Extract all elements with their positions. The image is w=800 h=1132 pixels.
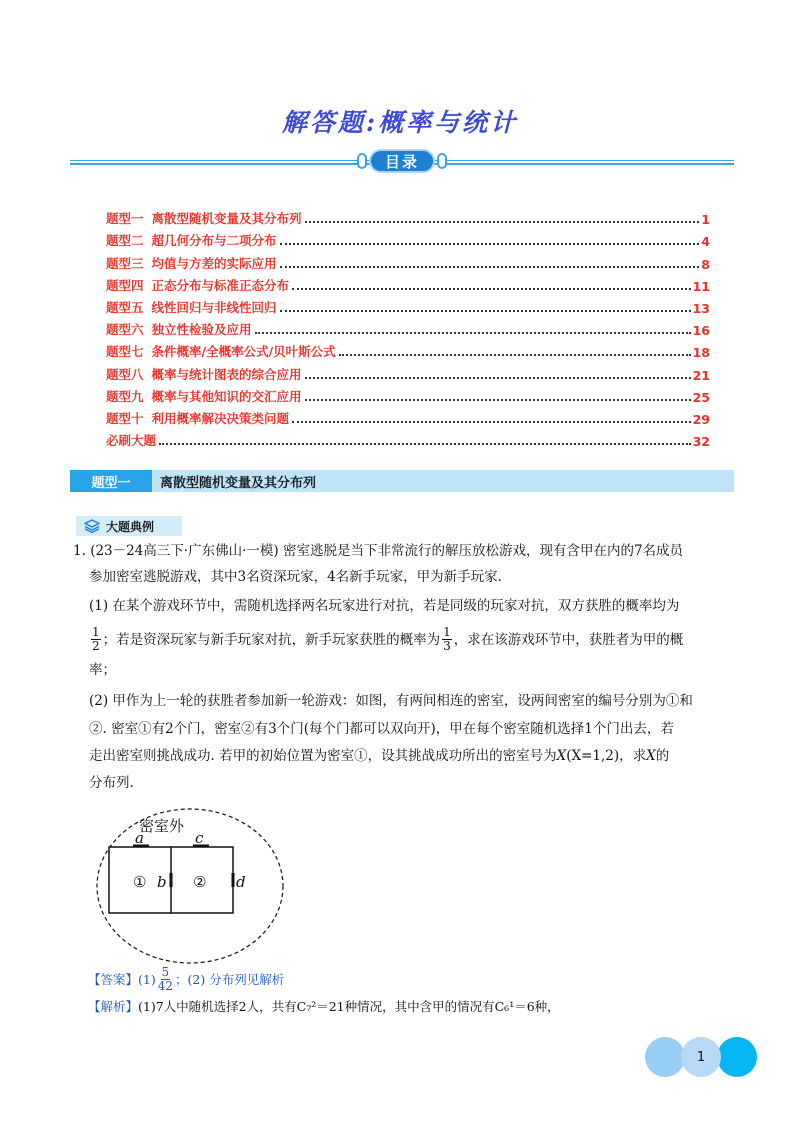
toc-entry-prefix: 题型六 bbox=[106, 322, 144, 338]
toc-entry[interactable] bbox=[106, 249, 710, 271]
question-line bbox=[89, 626, 734, 653]
toc-entry-label bbox=[106, 320, 252, 338]
page-circle-decor bbox=[717, 1037, 757, 1077]
question-number: 1. bbox=[73, 543, 86, 559]
toc-entry-text: 离散型随机变量及其分布列 bbox=[151, 211, 302, 227]
question-line bbox=[89, 660, 734, 680]
toc-entry-label bbox=[106, 231, 277, 249]
toc-entry-prefix: 题型八 bbox=[106, 366, 144, 382]
question-line bbox=[89, 773, 734, 793]
toc-entry-page: 18 bbox=[692, 345, 710, 361]
toc-leader bbox=[339, 354, 691, 356]
toc-entry-label bbox=[106, 365, 302, 383]
table-of-contents bbox=[106, 205, 710, 449]
question-line bbox=[89, 596, 734, 616]
toc-entry-text: 正态分布与标准正态分布 bbox=[151, 277, 290, 293]
toc-entry-label bbox=[106, 409, 289, 427]
fraction-denominator: 42 bbox=[157, 979, 174, 993]
question-text: 的 bbox=[655, 748, 670, 764]
toc-entry-label bbox=[106, 276, 289, 294]
toc-entry-prefix: 题型十 bbox=[106, 410, 144, 426]
toc-entry-label bbox=[106, 209, 302, 227]
fraction-numerator: 1 bbox=[443, 625, 451, 639]
section-name: 离散型随机变量及其分布列 bbox=[160, 475, 317, 491]
toc-entry-text: 概率与其他知识的交汇应用 bbox=[151, 388, 302, 404]
toc-entry-page: 13 bbox=[692, 300, 710, 316]
section-header bbox=[70, 470, 734, 492]
room-diagram bbox=[95, 807, 285, 965]
door-b-label: b bbox=[157, 873, 167, 891]
answer-line bbox=[88, 966, 284, 993]
toc-leader bbox=[280, 266, 700, 268]
toc-entry-prefix: 题型七 bbox=[106, 344, 144, 360]
page-circle-decor bbox=[645, 1037, 685, 1077]
toc-entry-text: 超几何分布与二项分布 bbox=[151, 233, 277, 249]
fraction-denominator: 3 bbox=[443, 639, 451, 653]
answer-text: ；(2) 分布列见解析 bbox=[175, 971, 285, 987]
room2-label: ② bbox=[193, 873, 207, 891]
toc-leader bbox=[305, 399, 691, 401]
fraction-denominator: 2 bbox=[92, 639, 100, 653]
toc-entry[interactable] bbox=[106, 338, 710, 360]
question-text: ；若是资深玩家与新手玩家对抗，新手玩家获胜的概率为 bbox=[102, 631, 441, 648]
toc-entry-label bbox=[106, 254, 277, 272]
toc-entry-prefix: 题型九 bbox=[106, 388, 144, 404]
door-d-label: d bbox=[236, 873, 246, 891]
toc-entry[interactable] bbox=[106, 360, 710, 382]
toc-entry[interactable] bbox=[106, 383, 710, 405]
outside-label: 密室外 bbox=[139, 817, 185, 835]
toc-entry-text: 线性回归与非线性回归 bbox=[151, 299, 277, 315]
toc-leader bbox=[292, 288, 691, 290]
question-line bbox=[89, 691, 734, 711]
toc-entry-text: 必刷大题 bbox=[106, 433, 157, 449]
toc-entry-page: 32 bbox=[692, 434, 710, 450]
toc-leader bbox=[292, 421, 691, 423]
toc-header bbox=[70, 150, 734, 172]
toc-entry-label bbox=[106, 342, 336, 360]
fraction-numerator: 1 bbox=[92, 625, 100, 639]
toc-entry[interactable] bbox=[106, 272, 710, 294]
question-text: (2) 甲作为上一轮的获胜者参加新一轮游戏：如图，有两间相连的密室，设两间密室的编号分别为①和 bbox=[89, 693, 693, 709]
variable: X bbox=[646, 748, 656, 764]
toc-entry-text: 均值与方差的实际应用 bbox=[151, 255, 277, 271]
fraction bbox=[442, 626, 452, 653]
toc-entry-label bbox=[106, 387, 302, 405]
toc-leader bbox=[305, 377, 691, 379]
toc-leader bbox=[280, 310, 691, 312]
subsection-name: 大题典例 bbox=[106, 519, 155, 534]
toc-label: 目录 bbox=[369, 149, 435, 173]
question-text: ，求在该游戏环节中，获胜者为甲的概 bbox=[453, 631, 684, 648]
toc-leader bbox=[255, 332, 691, 334]
layers-icon bbox=[84, 519, 100, 533]
door-a-label: a bbox=[135, 829, 144, 847]
subsection-header bbox=[76, 516, 182, 536]
section-tag: 题型一 bbox=[70, 470, 152, 492]
toc-entry[interactable] bbox=[106, 205, 710, 227]
analysis-text: (1)7人中随机选择2人，共有C₇²＝21种情况，其中含甲的情况有C₆¹＝6种， bbox=[138, 999, 560, 1014]
question-line bbox=[89, 567, 734, 587]
outer-boundary bbox=[97, 809, 283, 963]
toc-entry-prefix: 题型二 bbox=[106, 233, 144, 249]
question-text: (1) 在某个游戏环节中，需随机选择两名玩家进行对抗，若是同级的玩家对抗，双方获胜的概率均为 bbox=[89, 598, 680, 614]
toc-entry-label bbox=[106, 298, 277, 316]
toc-badge bbox=[354, 148, 450, 174]
door-c-label: c bbox=[195, 829, 204, 847]
analysis-key: 【解析】 bbox=[88, 999, 139, 1014]
toc-entry[interactable] bbox=[106, 316, 710, 338]
toc-entry-page: 4 bbox=[701, 234, 710, 250]
fraction bbox=[158, 966, 173, 993]
variable: X bbox=[556, 748, 567, 764]
room1-label: ① bbox=[133, 873, 147, 891]
question-text: 分布列. bbox=[89, 775, 134, 791]
toc-entry[interactable] bbox=[106, 227, 710, 249]
toc-entry-page: 11 bbox=[692, 278, 710, 294]
question-line bbox=[89, 719, 734, 739]
toc-entry-page: 16 bbox=[692, 323, 710, 339]
toc-entry-page: 8 bbox=[701, 256, 710, 272]
page-title: 解答题:概率与统计 bbox=[281, 108, 519, 137]
toc-entry-page: 25 bbox=[692, 389, 710, 405]
page-number: 1 bbox=[681, 1037, 721, 1077]
badge-cap bbox=[437, 153, 447, 169]
toc-leader bbox=[159, 443, 691, 445]
page-number-badge bbox=[645, 1037, 760, 1079]
fraction-numerator: 5 bbox=[161, 965, 170, 979]
toc-entry-text: 独立性检验及应用 bbox=[151, 322, 252, 338]
toc-entry-prefix: 题型一 bbox=[106, 211, 144, 227]
question-text: 走出密室则挑战成功. 若甲的初始位置为密室①，设其挑战成功所出的密室号为 bbox=[89, 748, 557, 764]
question-line bbox=[89, 746, 734, 766]
toc-entry[interactable] bbox=[106, 405, 710, 427]
toc-leader bbox=[305, 221, 700, 223]
toc-entry-page: 21 bbox=[692, 367, 710, 383]
fraction bbox=[91, 626, 101, 653]
toc-entry-text: 利用概率解决决策类问题 bbox=[151, 410, 290, 426]
question-text: (23－24高三下·广东佛山·一模) 密室逃脱是当下非常流行的解压放松游戏，现有含甲在内的7名成员 bbox=[90, 543, 684, 559]
answer-part: (1) bbox=[138, 971, 156, 987]
toc-entry-label bbox=[106, 431, 156, 449]
toc-entry-prefix: 题型五 bbox=[106, 299, 144, 315]
toc-entry-prefix: 题型三 bbox=[106, 255, 144, 271]
toc-entry[interactable] bbox=[106, 427, 710, 449]
toc-entry-page: 1 bbox=[701, 212, 710, 228]
badge-cap bbox=[357, 153, 367, 169]
question-text: (X=1,2) bbox=[566, 748, 620, 764]
question-text: 参加密室逃脱游戏，其中3名资深玩家，4名新手玩家，甲为新手玩家. bbox=[89, 569, 502, 585]
question-text: ，求 bbox=[619, 748, 647, 764]
toc-entry-page: 29 bbox=[692, 411, 710, 427]
toc-leader bbox=[280, 243, 700, 245]
toc-entry-prefix: 题型四 bbox=[106, 277, 144, 293]
question-text: 率； bbox=[89, 662, 116, 678]
analysis-line bbox=[88, 997, 560, 1017]
question-line bbox=[73, 541, 733, 561]
toc-entry[interactable] bbox=[106, 294, 710, 316]
toc-entry-text: 概率与统计图表的综合应用 bbox=[151, 366, 302, 382]
toc-entry-text: 条件概率/全概率公式/贝叶斯公式 bbox=[151, 344, 336, 360]
question-text: ②. 密室①有2个门，密室②有3个门(每个门都可以双向开)，甲在每个密室随机选择1个门出去，若 bbox=[89, 721, 674, 737]
answer-key: 【答案】 bbox=[88, 971, 139, 987]
